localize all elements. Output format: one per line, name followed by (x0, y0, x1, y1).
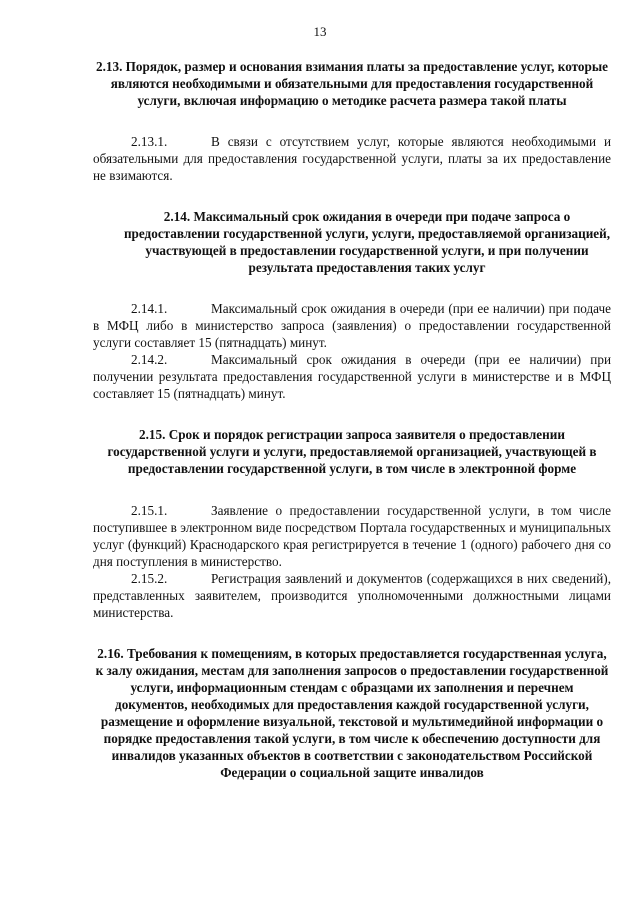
paragraph-text: Максимальный срок ожидания в очереди (при ее наличии) при получении результата предоставления государственной услуги в министерстве и в МФЦ составляет 15 (пятнадцать) минут. (93, 352, 611, 401)
paragraph-number: 2.14.1. (131, 301, 168, 316)
paragraph-2-15-2 (93, 570, 611, 621)
paragraph-number: 2.13.1. (131, 134, 168, 149)
paragraph-text: Максимальный срок ожидания в очереди (при ее наличии) при подаче в МФЦ либо в министерство запроса (заявления) о предоставлении государственной услуги составляет 15 (пятнадцать) минут. (93, 301, 611, 350)
paragraph-number: 2.15.2. (131, 571, 168, 586)
section-heading-2-14: 2.14. Максимальный срок ожидания в очереди при подаче запроса о предоставлении государственной услуги, услуги, предоставляемой организацией, участвующей в предоставлении государственной услуги, и при получении результата предоставления таких услуг (123, 209, 611, 275)
paragraph-2-14-2 (93, 351, 611, 402)
paragraph-2-15-1 (93, 502, 611, 570)
document-body (93, 58, 611, 781)
paragraph-text: Заявление о предоставлении государственной услуги, в том числе поступившее в электронном виде посредством Портала государственных и муниципальных услуг (функций) Краснодарского края регистрируется в течение 1 (одного) рабочего дня со дня поступления в министерство. (93, 503, 611, 569)
paragraph-number: 2.15.1. (131, 503, 168, 518)
paragraph-text: В связи с отсутствием услуг, которые являются необходимыми и обязательными для предоставления государственной услуги, платы за их предоставление не взимаются. (93, 134, 611, 183)
paragraph-text: Регистрация заявлений и документов (содержащихся в них сведений), представленных заявителем, производится уполномоченными должностными лицами министерства. (93, 571, 611, 620)
section-heading-2-15: 2.15. Срок и порядок регистрации запроса заявителя о предоставлении государственной услуги и услуги, предоставляемой организацией, участвующей в предоставлении государственной услуги, в том числе в электронной форме (107, 427, 597, 476)
paragraph-number: 2.14.2. (131, 352, 168, 367)
paragraph-2-13-1 (93, 133, 611, 184)
section-heading-2-13: 2.13. Порядок, размер и основания взимания платы за предоставление услуг, которые являются необходимыми и обязательными для предоставления государственной услуги, включая информацию о методике расчета размера такой платы (95, 59, 608, 108)
paragraph-2-14-1 (93, 300, 611, 351)
section-heading-2-16: 2.16. Требования к помещениям, в которых предоставляется государственная услуга, к залу ожидания, местам для заполнения запросов о предоставлении государственной услуги, информационным стендам с образцами их заполнения и перечнем документов, необходимых для предоставления каждой государственной услуги, размещение и оформление визуальной, текстовой и мультимедийной информации о порядке предоставления такой услуги, в том числе к обеспечению доступности для инвалидов указанных объектов в соответствии с законодательством Российской Федерации о социальной защите инвалидов (95, 646, 609, 780)
page-number: 13 (313, 24, 327, 39)
